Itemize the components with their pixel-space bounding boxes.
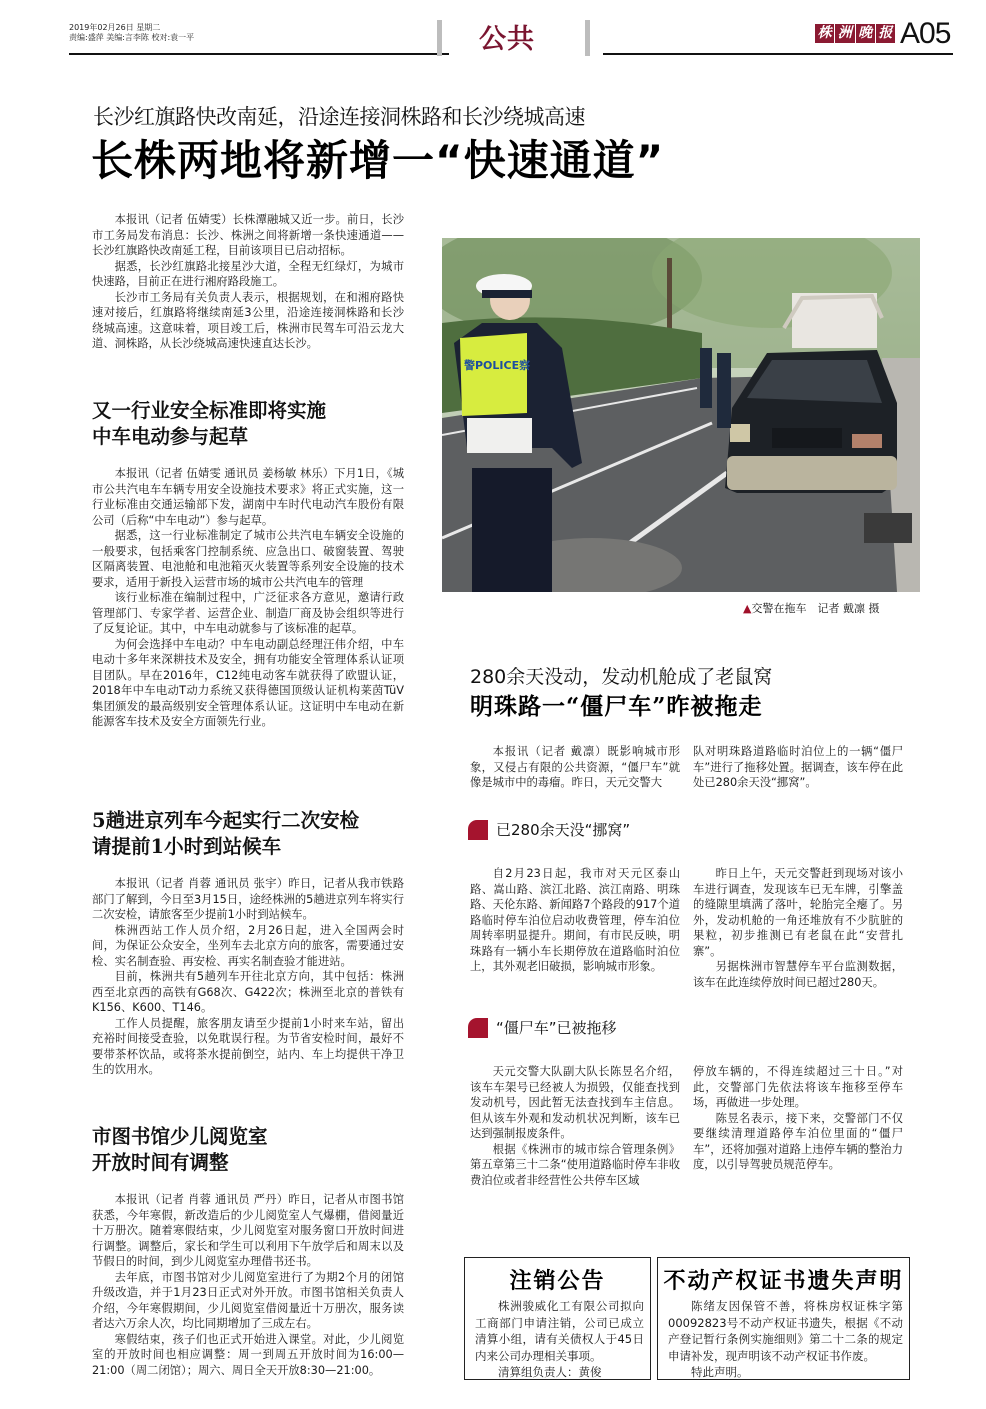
photo-illustration <box>442 238 920 592</box>
subhead-text: 已280余天没“挪窝” <box>496 821 631 839</box>
paragraph: 根据《株洲市的城市综合管理条例》第五章第三十二条“使用道路临时停车非收费泊位或者非经营性公共停车区域 <box>470 1142 680 1187</box>
drain-grate <box>864 513 912 543</box>
paragraph: 长沙市工务局有关负责人表示，根据规划，在和湘府路快速对接后，红旗路将继续南延3公里，沿途连接洞株路和长沙绕城高速。这意味着，项目竣工后，株洲市民驾车可沿云龙大道、洞株路，从长沙绕城高速快速直达长沙。 <box>92 290 404 350</box>
paper-logo <box>815 24 895 43</box>
crrc-body <box>92 466 404 730</box>
subhead-marker-icon <box>468 820 488 840</box>
masthead-rule-left <box>69 53 449 55</box>
paragraph: 目前，株洲共有5趟列车开往北京方向，其中包括：株洲西至北京西的高铁有G68次、G422次；株洲至北京的普铁有K156、K600、T146。 <box>92 970 404 1014</box>
zombie-intro-col1 <box>470 744 680 791</box>
license-plate-mount <box>772 428 842 448</box>
section2-col2 <box>693 1064 903 1173</box>
zombie-car-headline: 明珠路一“僵尸车”昨被拖走 <box>470 693 763 720</box>
headline-line: 又一行业安全标准即将实施 <box>92 399 327 422</box>
paragraph: 自2月23日起，我市对天元区泰山路、嵩山路、滨江北路、滨江南路、明珠路、天伦东路、新闻路7个路段的917个道路临时停车泊位启动收费管理，停车泊位周转率明显提升。期间，有市民反映，明珠路有一辆小车长期停放在道路临时泊位上，其外观老旧破损，影响城市形象。 <box>470 867 680 973</box>
subhead-marker-icon <box>468 1018 488 1038</box>
paragraph: 本报讯（记者 戴凛）既影响城市形象，又侵占有限的公共资源，“僵尸车”就像是城市中的毒瘤。昨日，天元交警大 <box>470 745 680 789</box>
caption-marker-icon: ▲ <box>743 602 752 615</box>
paragraph: 特此声明。 <box>691 1365 749 1379</box>
subhead-280-days <box>468 819 630 840</box>
paragraph: 株洲西站工作人员介绍，2月26日起，进入全国两会时间，为保证公众安全，坐列车去北京方向的旅客，需要通过安检、实名制查验、再安检、再实名制查验才能进站。 <box>92 923 404 968</box>
section2-col1 <box>470 1064 680 1188</box>
news-photo-tow-truck <box>442 238 920 592</box>
car-taillight <box>730 424 750 442</box>
notice-deregistration <box>464 1257 651 1380</box>
library-headline <box>92 1124 268 1176</box>
notice-body <box>658 1295 909 1381</box>
logo-char: 洲 <box>835 24 854 43</box>
logo-char: 晚 <box>856 24 875 43</box>
headline-line: 中车电动参与起草 <box>92 425 249 448</box>
duty-belt <box>467 418 532 453</box>
reflective-vest <box>460 333 527 416</box>
paragraph: 该行业标准在编制过程中，广泛征求各方意见，邀请行政管理部门、专家学者、运营企业、制造厂商及协会组织等进行了反复论证。其中，中车电动就参与了该标准的起草。 <box>92 591 404 635</box>
logo-char: 报 <box>876 24 895 43</box>
zombie-intro-col2 <box>693 744 903 791</box>
train-headline <box>92 808 359 860</box>
headline-line: 市图书馆少儿阅览室 <box>92 1125 268 1148</box>
officer-background <box>700 348 712 408</box>
paragraph: 为何会选择中车电动？中车电动副总经理汪伟介绍，中车电动十多年来深耕技术及安全，拥有功能安全管理体系认证项目团队。早在2016年，C12纯电动客车就获得了欧盟认证，2018年中车电动T动力系统又获得德国顶级认证机构莱茵TüV集团颁发的最高级别安全管理体系认证。这证明中车电动在新能源客车技术及安全方面领先行业。 <box>92 637 404 728</box>
subhead-text: “僵尸车”已被拖移 <box>496 1019 617 1037</box>
paragraph: 本报讯（记者 肖蓉 通讯员 张宇）昨日，记者从我市铁路部门了解到，今日至3月15日，途经株洲的5趟进京列车将实行二次安检，请旅客至少提前1小时到站候车。 <box>92 877 404 921</box>
editor-credits: 责编:盛萍 美编:言李陈 校对:袁一平 <box>69 33 195 42</box>
subhead-towed <box>468 1017 617 1038</box>
paragraph: 工作人员提醒，旅客朋友请至少提前1小时来车站，留出充裕时间接受查验，以免耽误行程。为节省安检时间，最好不要带茶杯饮品，或将茶水提前倒空，站内、车上均提供干净卫生的饮用水。 <box>92 1016 404 1076</box>
paragraph: 天元交警大队副大队长陈昱名介绍，该车车架号已经被人为损毁，仅能查找到发动机号，因此暂无法查找到车主信息。但从该车外观和发动机状况判断，该车已达到强制报废条件。 <box>470 1065 680 1140</box>
paragraph: 停放车辆的，不得连续超过三十日。”对此，交警部门先依法将该车拖移至停车场，再做进一步处理。 <box>693 1065 903 1109</box>
paragraph: 寒假结束，孩子们也正式开始进入课堂。对此，少儿阅览室的开放时间也相应调整：周一到周五开放时间为16:00—21:00（周二闭馆）；周六、周日全天开放8:30—21:00。 <box>92 1332 404 1377</box>
paragraph: 据悉，长沙红旗路北接星沙大道，全程无红绿灯，为城市快速路，目前正在进行湘府路段施工。 <box>92 259 404 288</box>
headline-line: 5趟进京列车今起实行二次安检 <box>92 809 360 832</box>
paragraph: 株洲骏威化工有限公司拟向工商部门申请注销，公司已成立清算小组，请有关债权人于45日内来公司办理相关事项。 <box>475 1299 644 1363</box>
masthead-divider-right <box>585 20 590 56</box>
paragraph: 据悉，这一行业标准制定了城市公共汽电车辆安全设施的一般要求，包括乘客门控制系统、应急出口、破窗装置、驾驶区隔离装置、电池舱和电池箱灭火装置等系列安全设施的技术要求，适用于新投入运营市场的城市公共汽电车的管理 <box>92 529 404 589</box>
car-bumper <box>727 456 897 490</box>
issue-date: 2019年02月26日 星期二 <box>69 23 161 32</box>
paragraph: 另据株洲市智慧停车平台监测数据，该车在此连续停放时间已超过280天。 <box>693 960 903 989</box>
paragraph: 本报讯（记者 伍婧雯 通讯员 姜杨敏 林乐）下月1日，《城市公共汽电车车辆专用安全设施技术要求》将正式实施，这一行业标准由交通运输部下发，湖南中车时代电动汽车股份有限公司（后称“中车电动”）参与起草。 <box>92 467 404 527</box>
library-body <box>92 1192 404 1378</box>
paragraph: 陈绪友因保管不善，将株房权证株字第00092823号不动产权证书遗失，根据《不动产登记暂行条例实施细则》第二十二条的规定申请补发，现声明该不动产权证书作废。 <box>668 1299 903 1363</box>
caption-text: 交警在拖车 记者 戴凛 摄 <box>751 602 880 615</box>
page-number: A05 <box>900 17 951 50</box>
tow-truck <box>792 293 877 348</box>
notice-body <box>465 1295 650 1381</box>
officer-background <box>717 353 731 428</box>
paragraph: 本报讯（记者 伍婧雯）长株潭融城又近一步。前日，长沙市工务局发布消息：长沙、株洲之间将新增一条快速通道——长沙红旗路快改南延工程，目前该项目已启动招标。 <box>92 213 404 257</box>
paragraph: 去年底，市图书馆对少儿阅览室进行了为期2个月的闭馆升级改造，并于1月23日正式对外开放。市图书馆相关负责人介绍，今年寒假期间，少儿阅览室借阅量近十万册次，服务读者达六万余人次，均比同期增加了三成左右。 <box>92 1270 404 1330</box>
section1-col2 <box>693 866 903 990</box>
officer-legs <box>472 468 552 592</box>
car-taillight <box>852 434 882 448</box>
train-body <box>92 876 404 1078</box>
paragraph: 昨日上午，天元交警赶到现场对该小车进行调查，发现该车已无车牌，引擎盖的缝隙里填满了落叶，轮胎完全瘪了。另外，发动机舱的一角还堆放有不少肮脏的果粒，初步推测已有老鼠在此“安营扎寨”。 <box>693 867 903 958</box>
lead-body <box>92 212 404 352</box>
lead-kicker: 长沙红旗路快改南延，沿途连接洞株路和长沙绕城高速 <box>93 105 585 129</box>
vest-label: 警POLICE察 <box>464 359 531 372</box>
paragraph: 清算组负责人：黄俊 <box>498 1365 602 1379</box>
headline-line: 请提前1小时到站候车 <box>92 835 282 858</box>
section-name: 公共 <box>479 24 535 55</box>
section1-col1 <box>470 866 680 975</box>
notice-title: 不动产权证书遗失声明 <box>663 1269 904 1294</box>
logo-char: 株 <box>815 24 834 43</box>
lead-headline: 长株两地将新增一“快速通道” <box>91 136 665 185</box>
zombie-car-kicker: 280余天没动，发动机舱成了老鼠窝 <box>470 666 773 688</box>
masthead-meta <box>69 23 194 43</box>
notice-title: 注销公告 <box>509 1269 606 1294</box>
headline-line: 开放时间有调整 <box>92 1151 229 1174</box>
notice-lost-certificate <box>657 1257 910 1380</box>
masthead-divider-left <box>437 20 442 56</box>
paragraph: 本报讯（记者 肖蓉 通讯员 严丹）昨日，记者从市图书馆获悉，今年寒假，新改造后的少儿阅览室人气爆棚，借阅量近十万册次。随着寒假结束，少儿阅览室对服务窗口开放时间进行调整。调整后，家长和学生可以利用下午放学后和周末以及节假日的时间，到少儿阅览室办理借书还书。 <box>92 1193 404 1268</box>
paragraph: 陈昱名表示，接下来，交警部门不仅要继续清理道路停车泊位里面的“僵尸车”，还将加强对道路上违停车辆的整治力度，以引导驾驶员规范停车。 <box>693 1111 903 1171</box>
paragraph: 队对明珠路道路临时泊位上的一辆“僵尸车”进行了拖移处置。据调查，该车停在此处已280余天没“挪窝”。 <box>693 745 903 789</box>
masthead-rule-right <box>603 53 953 55</box>
crrc-headline <box>92 398 326 450</box>
photo-caption <box>743 600 879 616</box>
